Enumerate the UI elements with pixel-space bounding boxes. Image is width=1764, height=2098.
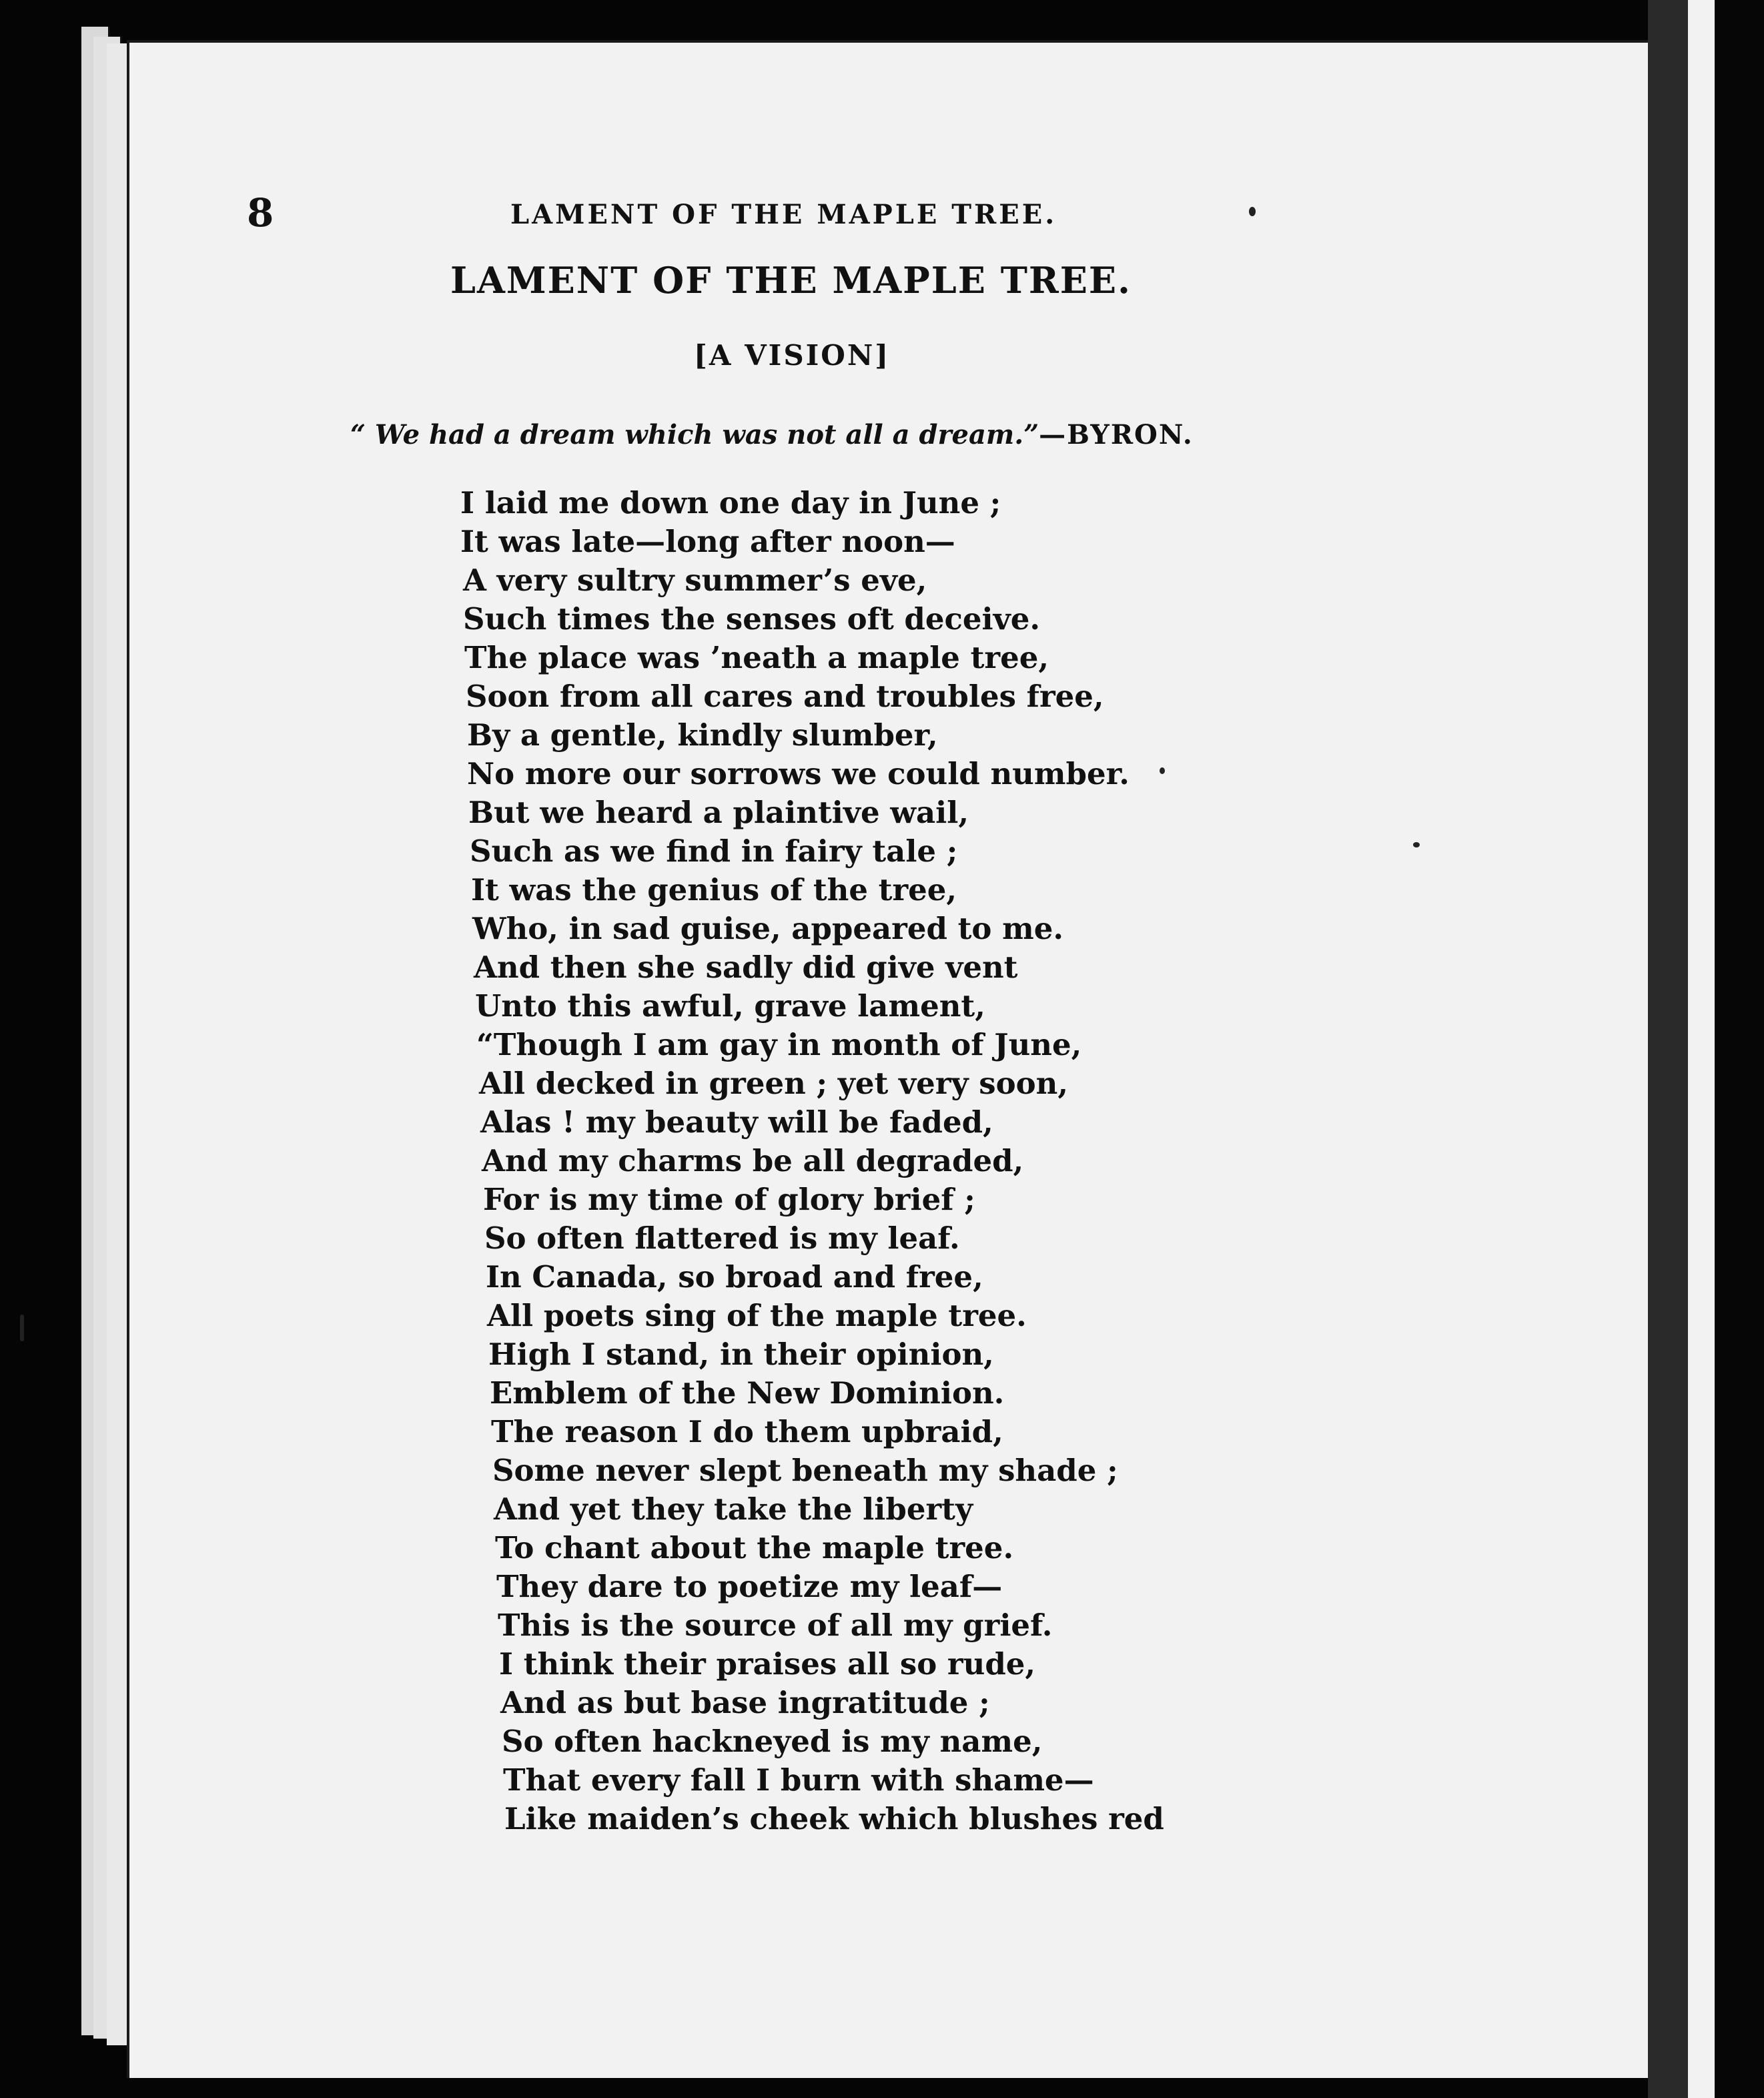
running-head: LAMENT OF THE MAPLE TREE. xyxy=(510,199,1057,230)
poem-line: No more our sorrows we could number. xyxy=(467,756,1130,791)
poem-line: To chant about the maple tree. xyxy=(495,1530,1014,1565)
poem-line: So often flattered is my leaf. xyxy=(484,1220,960,1256)
poem-line: I think their praises all so rude, xyxy=(499,1646,1036,1682)
poem-line: I laid me down one day in June ; xyxy=(460,485,1001,520)
scan-background xyxy=(1715,0,1764,2098)
poem-line: “Though I am gay in month of June, xyxy=(476,1027,1082,1062)
poem-line: For is my time of glory brief ; xyxy=(483,1182,975,1217)
poem-line: Such times the senses oft deceive. xyxy=(463,601,1041,637)
poem-line: Some never slept beneath my shade ; xyxy=(492,1453,1118,1488)
facing-page-margin xyxy=(1688,0,1715,2098)
poem-line: A very sultry summer’s eve, xyxy=(463,563,927,598)
poem-line: They dare to poetize my leaf— xyxy=(496,1569,1003,1604)
poem-line: Such as we find in fairy tale ; xyxy=(470,833,958,869)
poem-line: Who, in sad guise, appeared to me. xyxy=(472,911,1064,946)
binding-shadow xyxy=(1648,0,1688,2098)
poem-line: It was the genius of the tree, xyxy=(471,872,957,908)
poem-line: By a gentle, kindly slumber, xyxy=(467,717,938,753)
scan-speck xyxy=(1249,207,1256,216)
scan-speck xyxy=(20,1315,24,1341)
poem-line: But we heard a plaintive wail, xyxy=(468,795,969,830)
poem-line: Soon from all cares and troubles free, xyxy=(466,679,1104,714)
poem-line: And my charms be all degraded, xyxy=(482,1143,1024,1178)
epigraph-author: —BYRON. xyxy=(1039,419,1194,450)
scan-speck xyxy=(1413,842,1420,847)
poem-line: This is the source of all my grief. xyxy=(498,1608,1053,1643)
poem-line: That every fall I burn with shame— xyxy=(503,1762,1094,1798)
poem-line: And then she sadly did give vent xyxy=(474,950,1018,985)
epigraph-quote: “ We had a dream which was not all a dream.” xyxy=(350,419,1039,450)
page-number: 8 xyxy=(247,190,274,236)
poem-line: Emblem of the New Dominion. xyxy=(490,1375,1005,1411)
scan-speck xyxy=(1160,767,1165,774)
poem-line: High I stand, in their opinion, xyxy=(488,1337,994,1372)
poem-line: Like maiden’s cheek which blushes red xyxy=(504,1801,1164,1836)
poem-line: And as but base ingratitude ; xyxy=(500,1685,990,1720)
poem-body xyxy=(460,484,1164,1838)
poem-line: Unto this awful, grave lament, xyxy=(475,988,985,1024)
poem-line: Alas ! my beauty will be faded, xyxy=(480,1104,993,1140)
poem-line: All decked in green ; yet very soon, xyxy=(479,1066,1069,1101)
poem-line: The reason I do them upbraid, xyxy=(491,1414,1003,1449)
poem-subtitle: [A VISION] xyxy=(694,339,891,372)
poem-line: It was late—long after noon— xyxy=(460,524,955,559)
epigraph xyxy=(350,419,1194,450)
poem-line: So often hackneyed is my name, xyxy=(502,1724,1043,1759)
poem-line: All poets sing of the maple tree. xyxy=(487,1298,1027,1333)
poem-title: LAMENT OF THE MAPLE TREE. xyxy=(450,259,1132,302)
poem-line: The place was ’neath a maple tree, xyxy=(464,640,1049,675)
poem-line: And yet they take the liberty xyxy=(494,1491,973,1527)
poem-line: In Canada, so broad and free, xyxy=(486,1259,983,1295)
